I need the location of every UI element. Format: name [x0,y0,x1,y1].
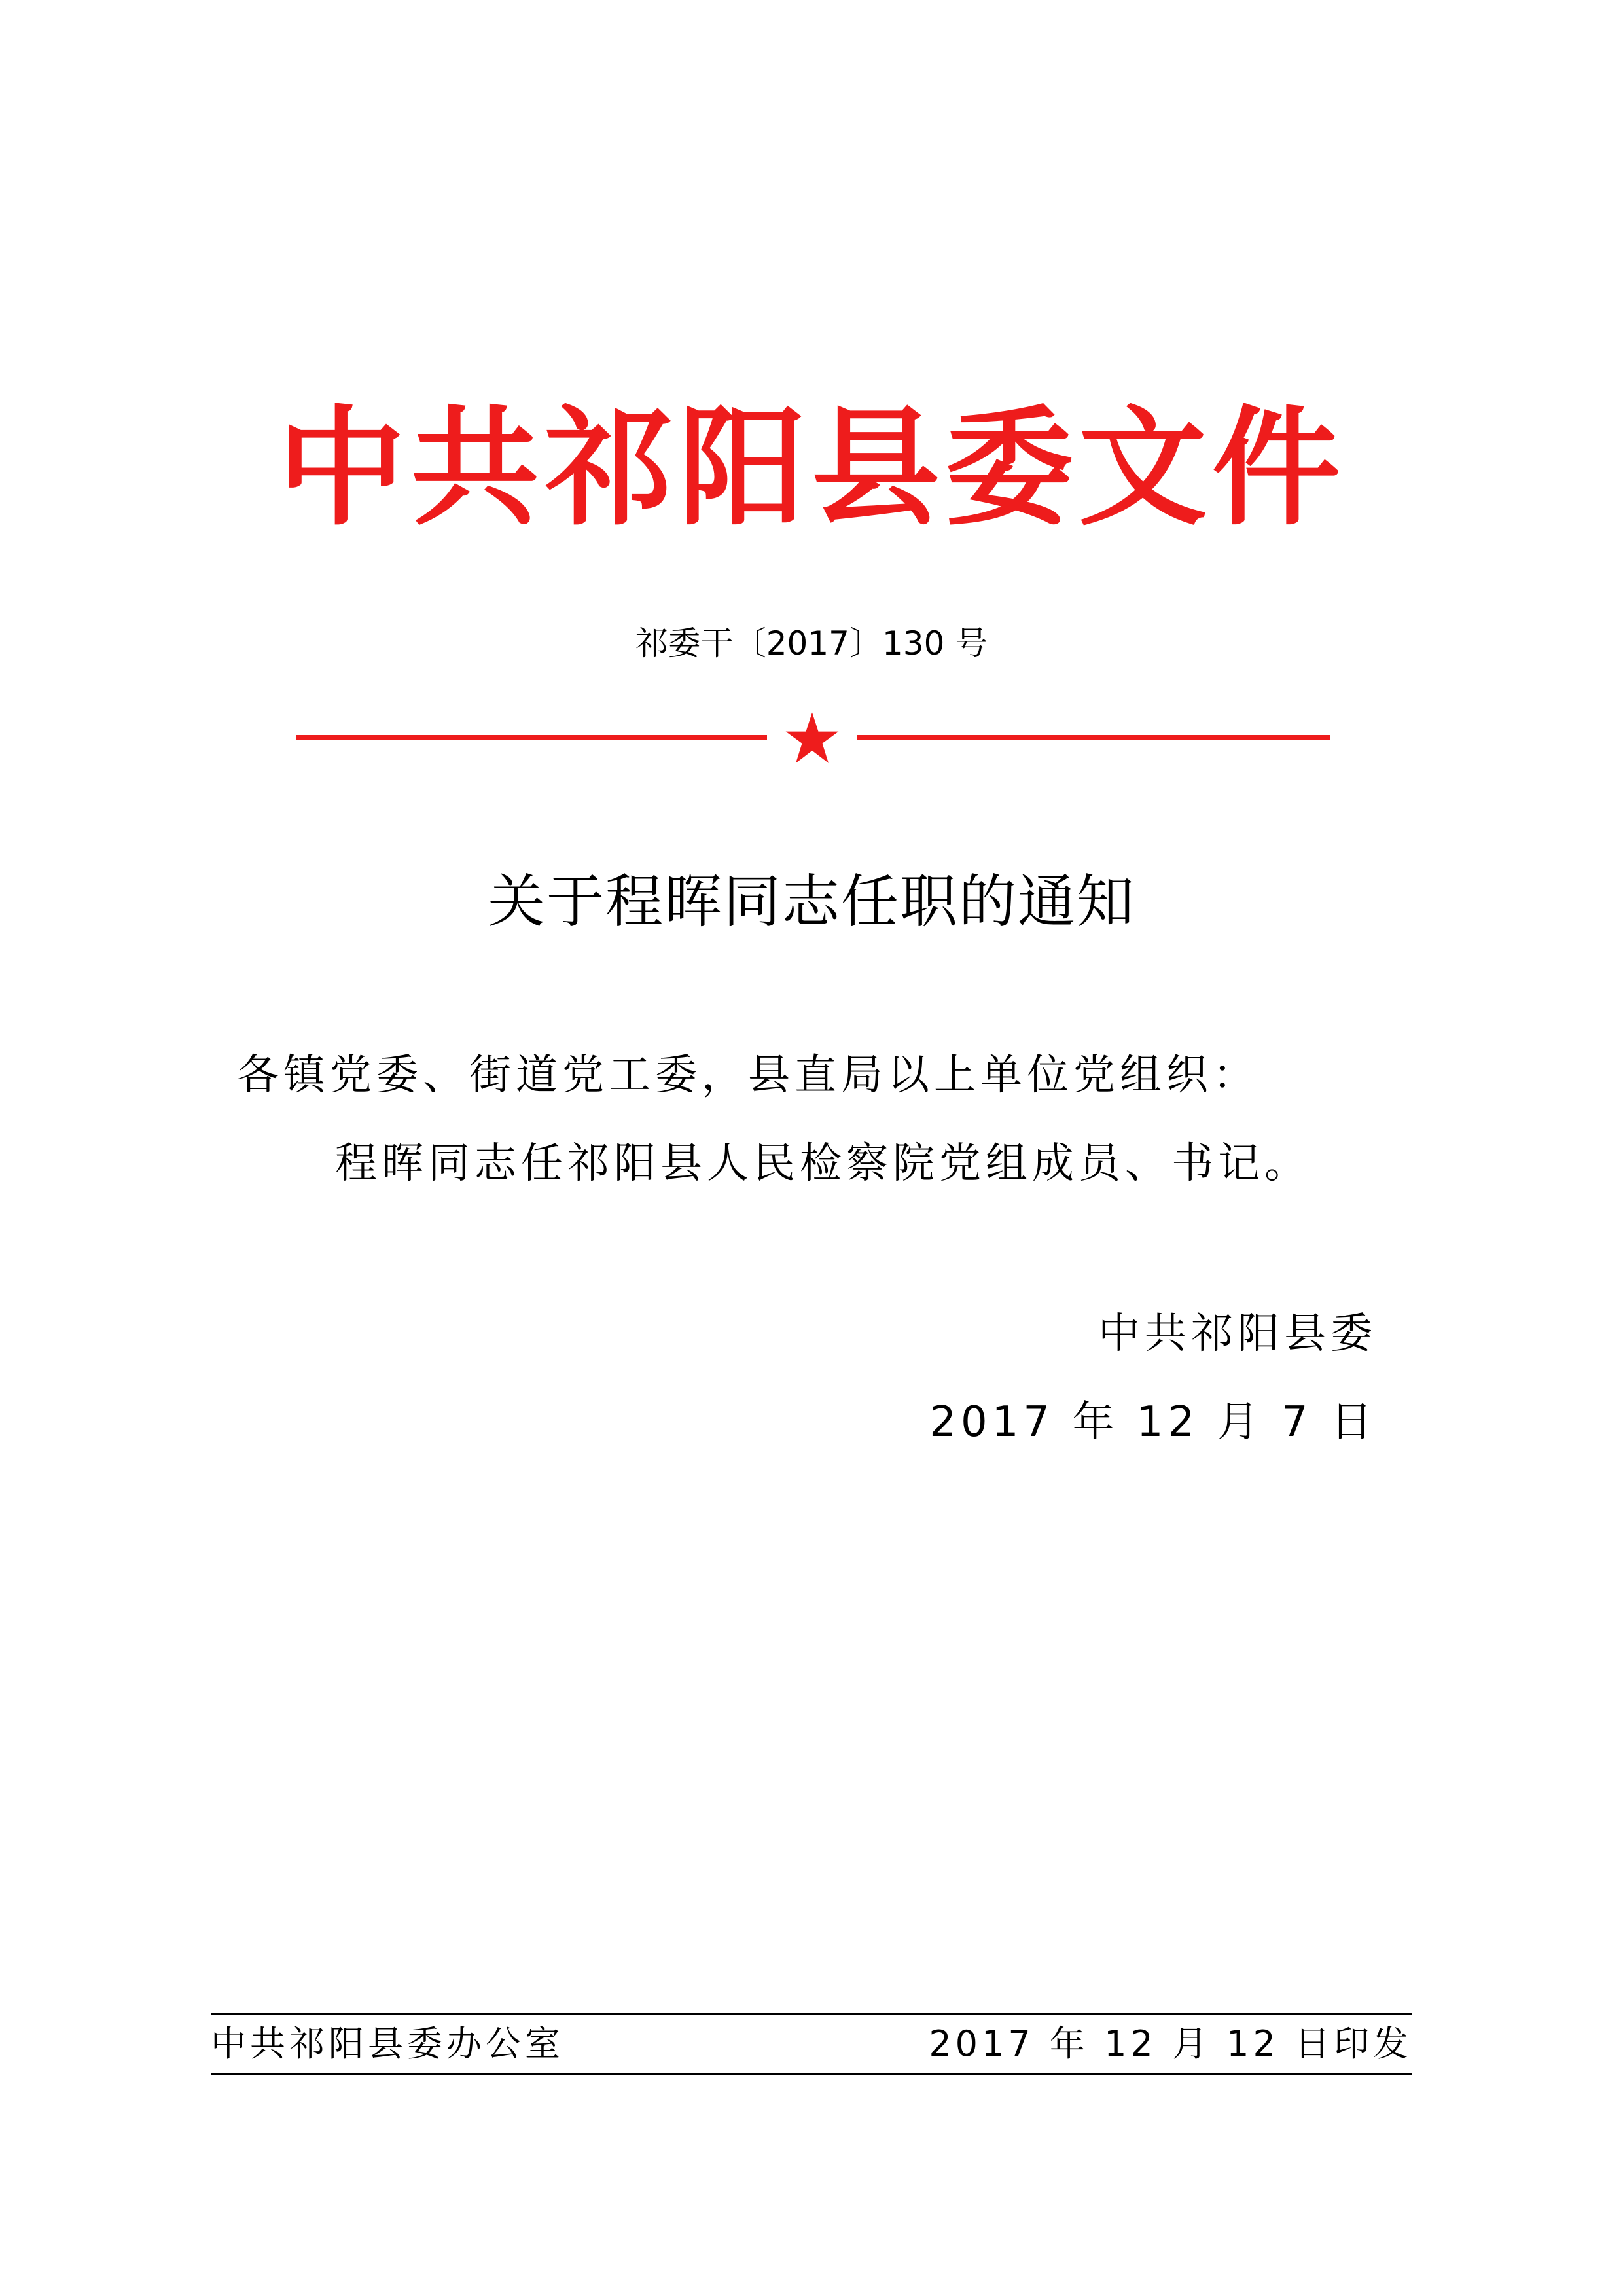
signer-name: 中共祁阳县委 [1098,1310,1377,1358]
document-title: 关于程晖同志任职的通知 [487,868,1135,935]
signature-date: 2017 年 12 月 7 日 [929,1398,1377,1446]
issue-date: 2017 年 12 月 12 日印发 [929,2023,1412,2064]
body-paragraph: 程晖同志任祁阳县人民检察院党组成员、书记。 [335,1139,1311,1188]
document-number: 祁委干〔2017〕130 号 [635,624,988,662]
footer-top-rule [211,2013,1412,2015]
masthead-title: 中共祁阳县委文件 [277,393,1346,543]
footer-bottom-rule [211,2073,1412,2075]
red-separator-left [296,735,767,740]
salutation: 各镇党委、街道党工委，县直局以上单位党组织： [237,1051,1259,1100]
red-separator-right [857,735,1330,740]
star-icon [784,710,840,766]
issuing-office: 中共祁阳县委办公室 [211,2023,564,2064]
